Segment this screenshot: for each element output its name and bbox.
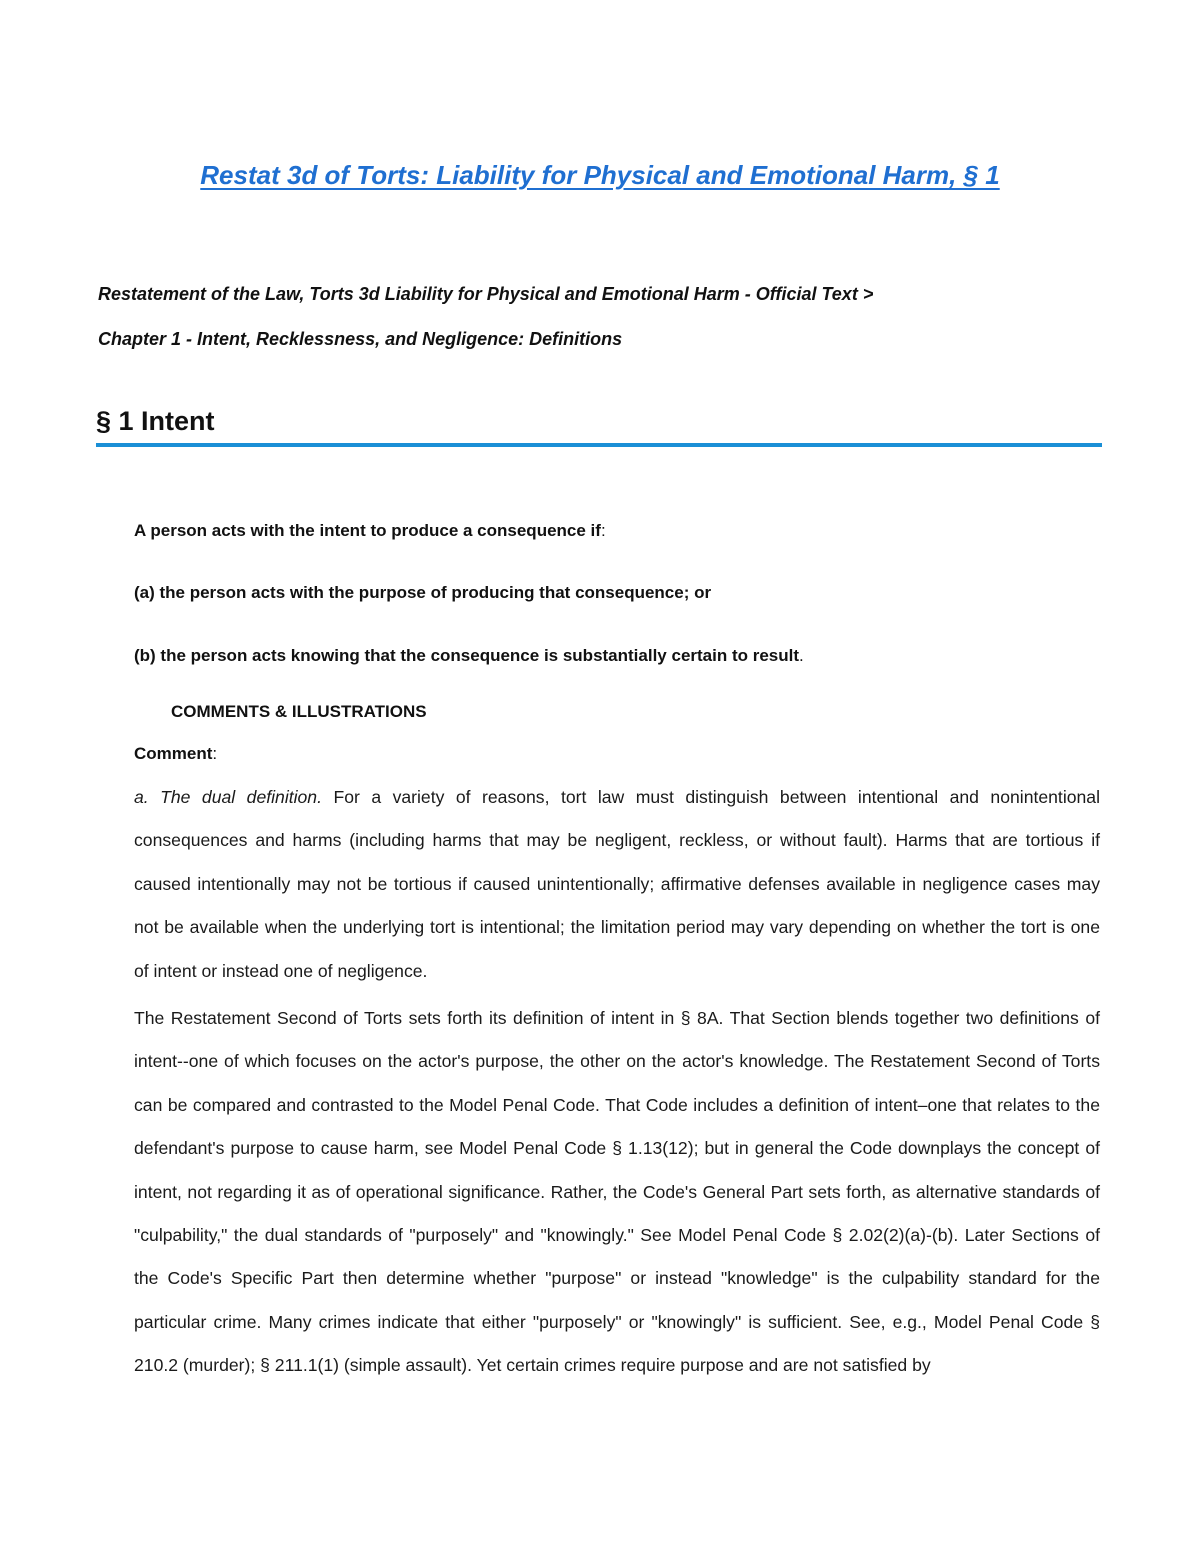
rule-intro — [134, 521, 606, 541]
comment-paragraph-2: The Restatement Second of Torts sets forth its definition of intent in § 8A. That Section blends together two definitions of intent--one of which focuses on the actor's purpose, the other on the actor's knowledge. The Restatement Second of Torts can be compared and contrasted to the Model Penal Code. That Code includes a definition of intent–one that relates to the defendant's purpose to cause harm, see Model Penal Code § 1.13(12); but in general the Code downplays the concept of intent, not regarding it as of operational significance. Rather, the Code's General Part sets forth, as alternative standards of "culpability," the dual standards of "purposely" and "knowingly." See Model Penal Code § 2.02(2)(a)-(b). Later Sections of the Code's Specific Part then determine whether "purpose" or instead "knowledge" is the culpability standard for the particular crime. Many crimes indicate that either "purposely" or "knowingly" is sufficient. See, e.g., Model Penal Code § 210.2 (murder); § 211.1(1) (simple assault). Yet certain crimes require purpose and are not satisfied by — [134, 1008, 1100, 1376]
rule-intro-punct: : — [600, 521, 606, 540]
comment-label — [134, 744, 217, 764]
comment-label-text: Comment — [134, 744, 213, 763]
rule-clause-b — [134, 646, 804, 666]
comment-a-heading: a. The dual definition. — [134, 787, 322, 807]
breadcrumb-chapter: Chapter 1 - Intent, Recklessness, and Negligence: Definitions — [98, 329, 623, 349]
rule-clause-b-text: (b) the person acts knowing that the consequence is substantially certain to result — [134, 646, 800, 665]
rule-intro-text: A person acts with the intent to produce a consequence if — [134, 521, 601, 540]
comment-a-text: For a variety of reasons, tort law must distinguish between intentional and nonintentional consequences and harms (including harms that may be negligent, reckless, or without fault). Harms that are tortious if caused intentionally may not be tortious if caused unintentionally; affirmative defenses available in negligence cases may not be available when the underlying tort is intentional; the limitation period may vary depending on whether the tort is one of intent or instead one of negligence. — [134, 787, 1100, 981]
comment-a-paragraph — [134, 776, 1100, 993]
rule-clause-b-punct: . — [799, 646, 804, 665]
rule-clause-a: (a) the person acts with the purpose of producing that consequence; or — [134, 583, 712, 602]
document-title-link[interactable]: Restat 3d of Torts: Liability for Physical and Emotional Harm, § 1 — [200, 160, 1000, 190]
comment-label-punct: : — [212, 744, 218, 763]
breadcrumb-source: Restatement of the Law, Torts 3d Liability for Physical and Emotional Harm - Official Text > — [98, 284, 874, 304]
section-heading: § 1 Intent — [96, 406, 1102, 447]
comments-heading: COMMENTS & ILLUSTRATIONS — [171, 702, 427, 721]
